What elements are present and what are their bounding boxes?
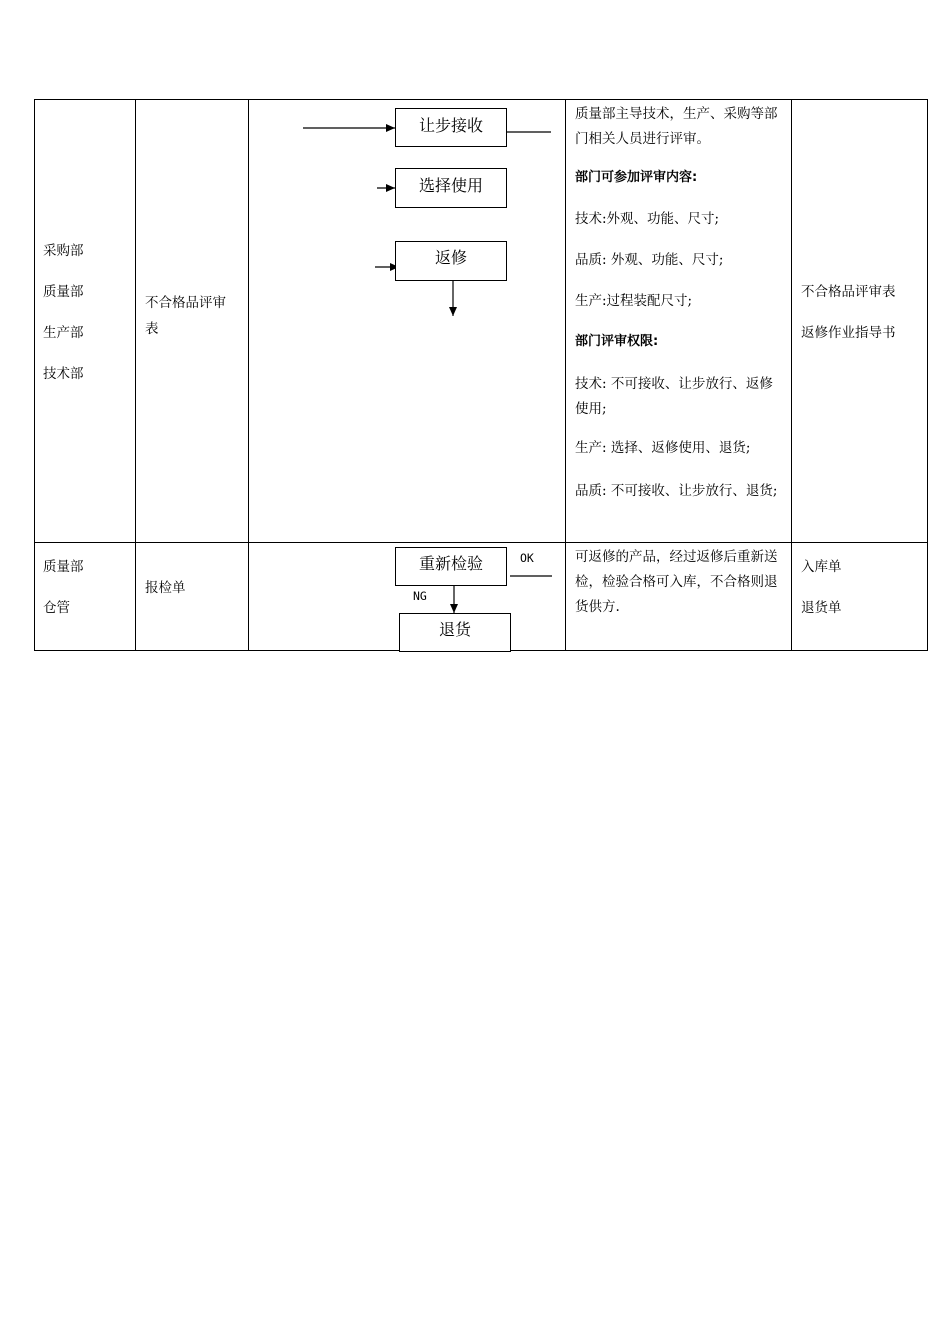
flow-label-ok: OK [520, 551, 534, 565]
department-quality: 质量部 [43, 559, 84, 575]
flow-box-select-use: 选择使用 [395, 168, 507, 208]
flow-label-ng: NG [413, 589, 427, 603]
description-heading-scope: 部门可参加评审内容: [575, 170, 698, 185]
description-technical-scope: 技术:外观、功能、尺寸; [575, 211, 720, 227]
description-quality-authority: 品质: 不可接收、让步放行、退货; [575, 483, 778, 499]
flow-box-return: 退货 [399, 613, 511, 652]
flow-box-rework: 返修 [395, 241, 507, 281]
description-quality-scope: 品质: 外观、功能、尺寸; [575, 252, 724, 268]
record-return-note: 退货单 [801, 600, 842, 616]
department-quality: 质量部 [43, 284, 84, 300]
department-technical: 技术部 [43, 366, 84, 382]
description-production-authority: 生产: 选择、返修使用、退货; [575, 440, 751, 456]
flow-box-reinspect: 重新检验 [395, 547, 507, 586]
record-warehouse-receipt: 入库单 [801, 559, 842, 575]
description-rework-flow: 可返修的产品，经过返修后重新送检，检验合格可入库，不合格则退货供方. [575, 549, 778, 615]
form-name: 不合格品评审表 [145, 295, 226, 337]
record-rework-instruction: 返修作业指导书 [801, 325, 896, 341]
department-warehouse: 仓管 [43, 600, 70, 616]
record-nonconformance-form: 不合格品评审表 [801, 284, 896, 300]
description-production-scope: 生产:过程装配尺寸; [575, 293, 693, 309]
description-intro: 质量部主导技术，生产、采购等部门相关人员进行评审。 [575, 106, 778, 147]
form-name: 报检单 [145, 580, 186, 596]
department-production: 生产部 [43, 325, 84, 341]
department-purchasing: 采购部 [43, 243, 84, 259]
description-heading-authority: 部门评审权限: [575, 334, 659, 349]
flow-box-concession-accept: 让步接收 [395, 108, 507, 147]
description-technical-authority: 技术: 不可接收、让步放行、返修使用; [575, 376, 773, 417]
